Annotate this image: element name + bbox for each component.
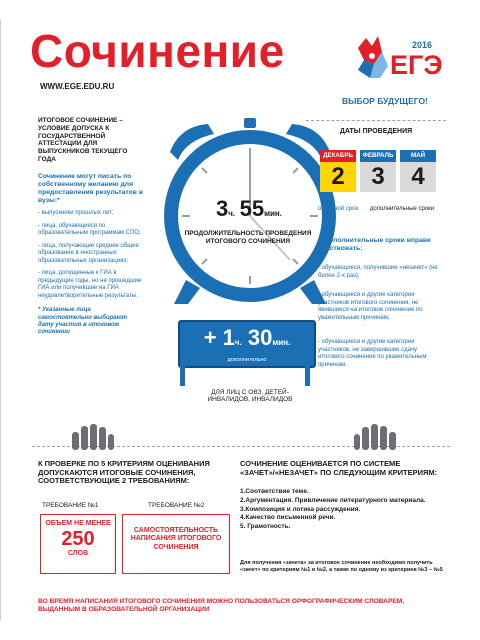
date-card-december xyxy=(320,150,356,192)
extra-minutes-unit: мин. xyxy=(272,338,291,347)
month-day: 2 xyxy=(320,162,356,192)
page-edge xyxy=(0,20,1,620)
criteria-right-heading: СОЧИНЕНИЕ ОЦЕНИВАЕТСЯ ПО СИСТЕМЕ «ЗАЧЕТ»/«НЕЗАЧЕТ» ПО СЛЕДУЮЩИМ КРИТЕРИЯМ: xyxy=(240,459,438,477)
list-item: 5. Грамотность. xyxy=(240,523,291,531)
list-item: - обучающиеся, получившие «незачет» (не более 2-х раз); xyxy=(318,265,438,279)
list-item: 4.Качество письменной речи. xyxy=(240,514,336,522)
extra-hours-unit: ч. xyxy=(234,338,242,347)
month-name: ФЕВРАЛЬ xyxy=(360,150,396,162)
extra-minutes: 30 xyxy=(247,325,273,350)
list-item: 1.Соответствие теме. xyxy=(240,488,309,495)
list-item: - лица, получающие среднее общее образование в иностранных образовательных организациях; xyxy=(38,242,139,264)
board-stand-icon xyxy=(172,364,318,386)
hand-icon xyxy=(70,424,116,450)
extra-terms-label: дополнительные сроки xyxy=(369,206,435,212)
criteria-note: Для получения «зачета» за итоговое сочинение необходимо получить «зачет» по критериям №1 и №2, а также по одному из критериев №3 – №5 xyxy=(240,560,443,573)
hours-unit: ч. xyxy=(228,209,236,218)
month-day: 4 xyxy=(400,162,436,192)
extra-time-sub: дополнительно xyxy=(227,357,267,363)
site-link[interactable]: WWW.EGE.EDU.RU xyxy=(40,82,115,91)
list-item: 3.Композиция и логика рассуждения. xyxy=(240,505,361,513)
list-item: - обучающиеся и другие категории участников, не завершившие сдачу итогового сочинения по уважительным причинам. xyxy=(318,339,427,368)
criteria-left-heading: К ПРОВЕРКЕ ПО 5 КРИТЕРИЯМ ОЦЕНИВАНИЯ ДОПУСКАЮТСЯ ИТОГОВЫЕ СОЧИНЕНИЯ, СООТВЕТСТВУЮЩИЕ 2 ТРЕБОВАНИЯМ: xyxy=(38,459,210,486)
extra-time-caption: ДЛЯ ЛИЦ С ОВЗ, ДЕТЕЙ-ИНВАЛИДОВ, ИНВАЛИДОВ xyxy=(207,389,293,404)
list-item: - обучающиеся и другие категории участников итогового сочинения, не явившиеся на итоговое сочинение по уважительным причинам; xyxy=(318,292,423,321)
dates-title: ДАТЫ ПРОВЕДЕНИЯ xyxy=(339,128,413,135)
month-day: 3 xyxy=(360,162,396,192)
requirement-1-top: ОБЪЕМ НЕ МЕНЕЕ xyxy=(45,520,111,527)
footer-note: ВО ВРЕМЯ НАПИСАНИЯ ИТОГОВОГО СОЧИНЕНИЯ МОЖНО ПОЛЬЗОВАТЬСЯ ОРФОГРАФИЧЕСКИМ СЛОВАРЕМ, ВЫДАННЫМ В ОБРАЗОВАТЕЛЬНОЙ ОРГАНИЗАЦИИ xyxy=(38,598,405,614)
month-name: МАЙ xyxy=(400,150,436,162)
extra-hours: + 1 xyxy=(203,325,235,350)
requirement-1-unit: СЛОВ xyxy=(67,550,89,558)
logo-text: ЕГЭ xyxy=(390,50,443,80)
logo-emblem-icon xyxy=(358,36,388,78)
date-card-february xyxy=(360,150,396,192)
minutes-unit: мин. xyxy=(264,209,282,218)
ege-logo xyxy=(352,30,452,86)
hand-icon xyxy=(352,424,398,450)
slogan: ВЫБОР БУДУЩЕГО! xyxy=(342,96,428,106)
left-footnote: * Указанные лица самостоятельно выбирают дату участия в итоговом сочинении xyxy=(38,307,128,335)
left-subheading: Сочинение могут писать по собственному желанию для предоставления результатов в вузы:* xyxy=(38,172,144,205)
criteria-list xyxy=(240,488,446,532)
clock-caption: ПРОДОЛЖИТЕЛЬНОСТЬ ПРОВЕДЕНИЯ ИТОГОВОГО СОЧИНЕНИЯ xyxy=(184,230,312,245)
requirement-2-label: ТРЕБОВАНИЕ №2 xyxy=(148,502,205,509)
extra-time-board xyxy=(178,320,316,368)
logo-year: 2016 xyxy=(412,40,433,50)
requirement-2-box xyxy=(122,514,230,574)
requirement-2-text: САМОСТОЯТЕЛЬНОСТЬ НАПИСАНИЯ ИТОГОВОГО СОЧИНЕНИЯ xyxy=(130,527,222,551)
requirement-1-box xyxy=(40,514,116,574)
list-item: - лица, обучающиеся по образовательным программам СПО; xyxy=(38,222,141,237)
requirement-1-label: ТРЕБОВАНИЕ №1 xyxy=(42,502,99,509)
month-name: ДЕКАБРЬ xyxy=(320,150,356,162)
clock-duration xyxy=(194,196,304,222)
list-item: - выпускники прошлых лет; xyxy=(38,210,114,217)
extra-terms-heading: В дополнительные сроки вправе участвовать: xyxy=(318,237,431,253)
hours-value: 3 xyxy=(216,196,229,221)
left-heading: ИТОГОВОЕ СОЧИНЕНИЕ – УСЛОВИЕ ДОПУСКА К ГОСУДАРСТВЕННОЙ АТТЕСТАЦИИ ДЛЯ ВЫПУСКНИКОВ ТЕКУЩЕГО ГОДА xyxy=(38,117,128,163)
main-term-label: основной срок xyxy=(317,206,359,212)
list-item: 2.Аргументация. Привлечение литературного материала. xyxy=(240,496,426,504)
list-item: - лица, допущенные к ГИА в предыдущие годы, но не прошедшие ГИА или получившие на ГИА неудовлетворительные результаты. xyxy=(38,270,142,299)
minutes-value: 55 xyxy=(239,196,265,221)
page-title: Сочинение xyxy=(30,25,285,77)
requirement-1-number: 250 xyxy=(61,528,95,551)
date-card-may xyxy=(400,150,436,192)
left-column xyxy=(38,117,144,336)
